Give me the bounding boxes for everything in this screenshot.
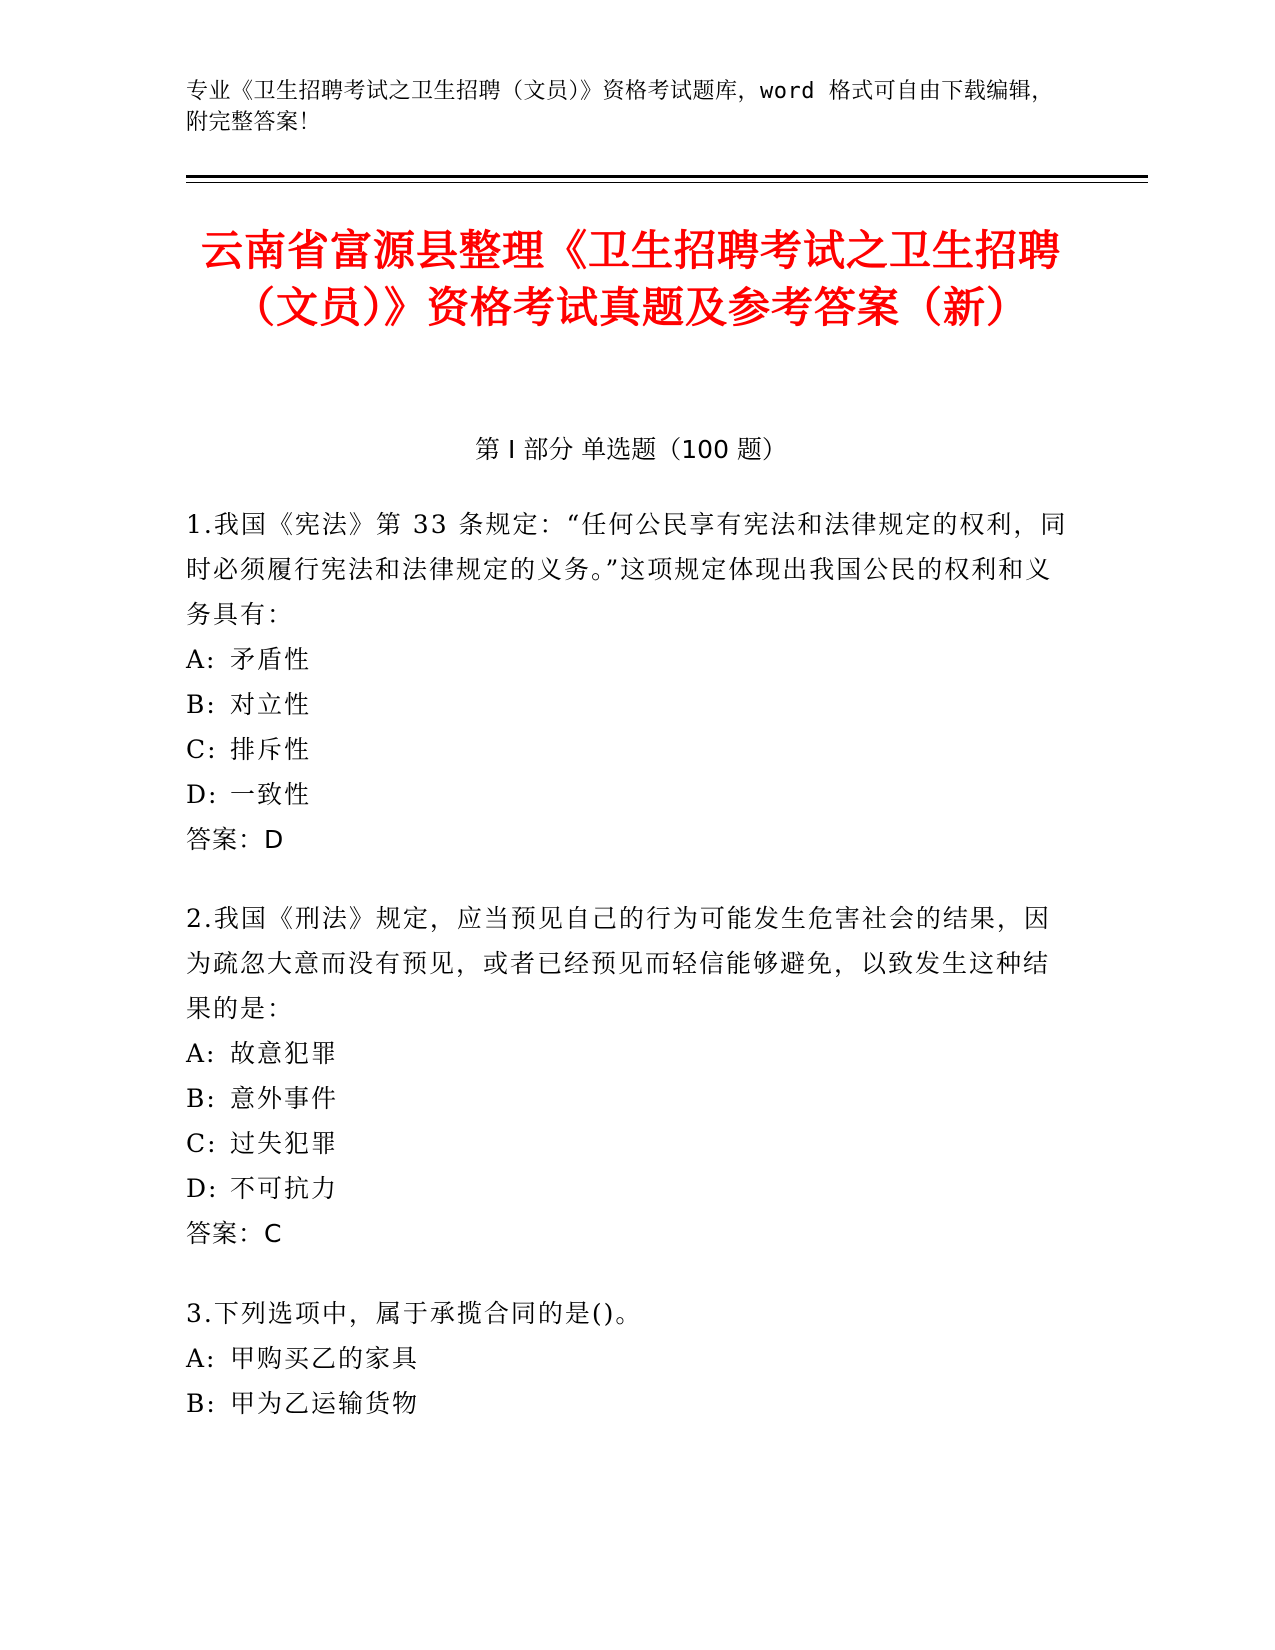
option-text: 故意犯罪 bbox=[230, 1039, 339, 1068]
question-stem: 3.下列选项中，属于承揽合同的是()。 bbox=[186, 1299, 643, 1328]
option-d bbox=[186, 772, 1076, 817]
option-b bbox=[186, 1076, 1076, 1121]
answer-line: 答案：C bbox=[186, 1219, 283, 1248]
header-rule-thick bbox=[186, 175, 1148, 178]
option-b bbox=[186, 682, 1076, 727]
question-3 bbox=[186, 1291, 1076, 1426]
question-stem: 2.我国《刑法》规定，应当预见自己的行为可能发生危害社会的结果，因为疏忽大意而没有预见，或者已经预见而轻信能够避免，以致发生这种结果的是： bbox=[186, 904, 1051, 1023]
option-text: 甲为乙运输货物 bbox=[230, 1389, 420, 1418]
option-text: 过失犯罪 bbox=[230, 1129, 339, 1158]
option-text: 意外事件 bbox=[230, 1084, 339, 1113]
question-stem: 1.我国《宪法》第 33 条规定：“任何公民享有宪法和法律规定的权利，同时必须履行宪法和法律规定的义务。”这项规定体现出我国公民的权利和义务具有： bbox=[186, 510, 1068, 629]
document-title: 云南省富源县整理《卫生招聘考试之卫生招聘（文员）》资格考试真题及参考答案（新） bbox=[200, 226, 1061, 332]
option-key: C: bbox=[186, 735, 218, 764]
option-text: 不可抗力 bbox=[230, 1174, 339, 1203]
option-c bbox=[186, 727, 1076, 772]
option-a bbox=[186, 637, 1076, 682]
question-1 bbox=[186, 502, 1076, 863]
option-key: B: bbox=[186, 690, 217, 719]
option-text: 甲购买乙的家具 bbox=[230, 1344, 420, 1373]
option-key: D: bbox=[186, 780, 219, 809]
option-c bbox=[186, 1121, 1076, 1166]
option-key: A: bbox=[186, 645, 217, 674]
answer-line: 答案：D bbox=[186, 825, 285, 854]
question-2 bbox=[186, 896, 1076, 1257]
option-key: D: bbox=[186, 1174, 219, 1203]
option-b bbox=[186, 1381, 1076, 1426]
option-d bbox=[186, 1166, 1076, 1211]
option-text: 矛盾性 bbox=[230, 645, 312, 674]
option-key: B: bbox=[186, 1084, 217, 1113]
section-title: 第 I 部分 单选题（100 题） bbox=[475, 435, 787, 464]
header-rule-thin bbox=[186, 182, 1148, 183]
option-a bbox=[186, 1031, 1076, 1076]
option-key: A: bbox=[186, 1344, 217, 1373]
option-key: A: bbox=[186, 1039, 217, 1068]
option-a bbox=[186, 1336, 1076, 1381]
option-text: 排斥性 bbox=[230, 735, 312, 764]
option-text: 一致性 bbox=[230, 780, 312, 809]
option-text: 对立性 bbox=[230, 690, 312, 719]
option-key: B: bbox=[186, 1389, 217, 1418]
header-note: 专业《卫生招聘考试之卫生招聘（文员）》资格考试题库，word 格式可自由下载编辑，附完整答案！ bbox=[186, 79, 1054, 135]
option-key: C: bbox=[186, 1129, 218, 1158]
